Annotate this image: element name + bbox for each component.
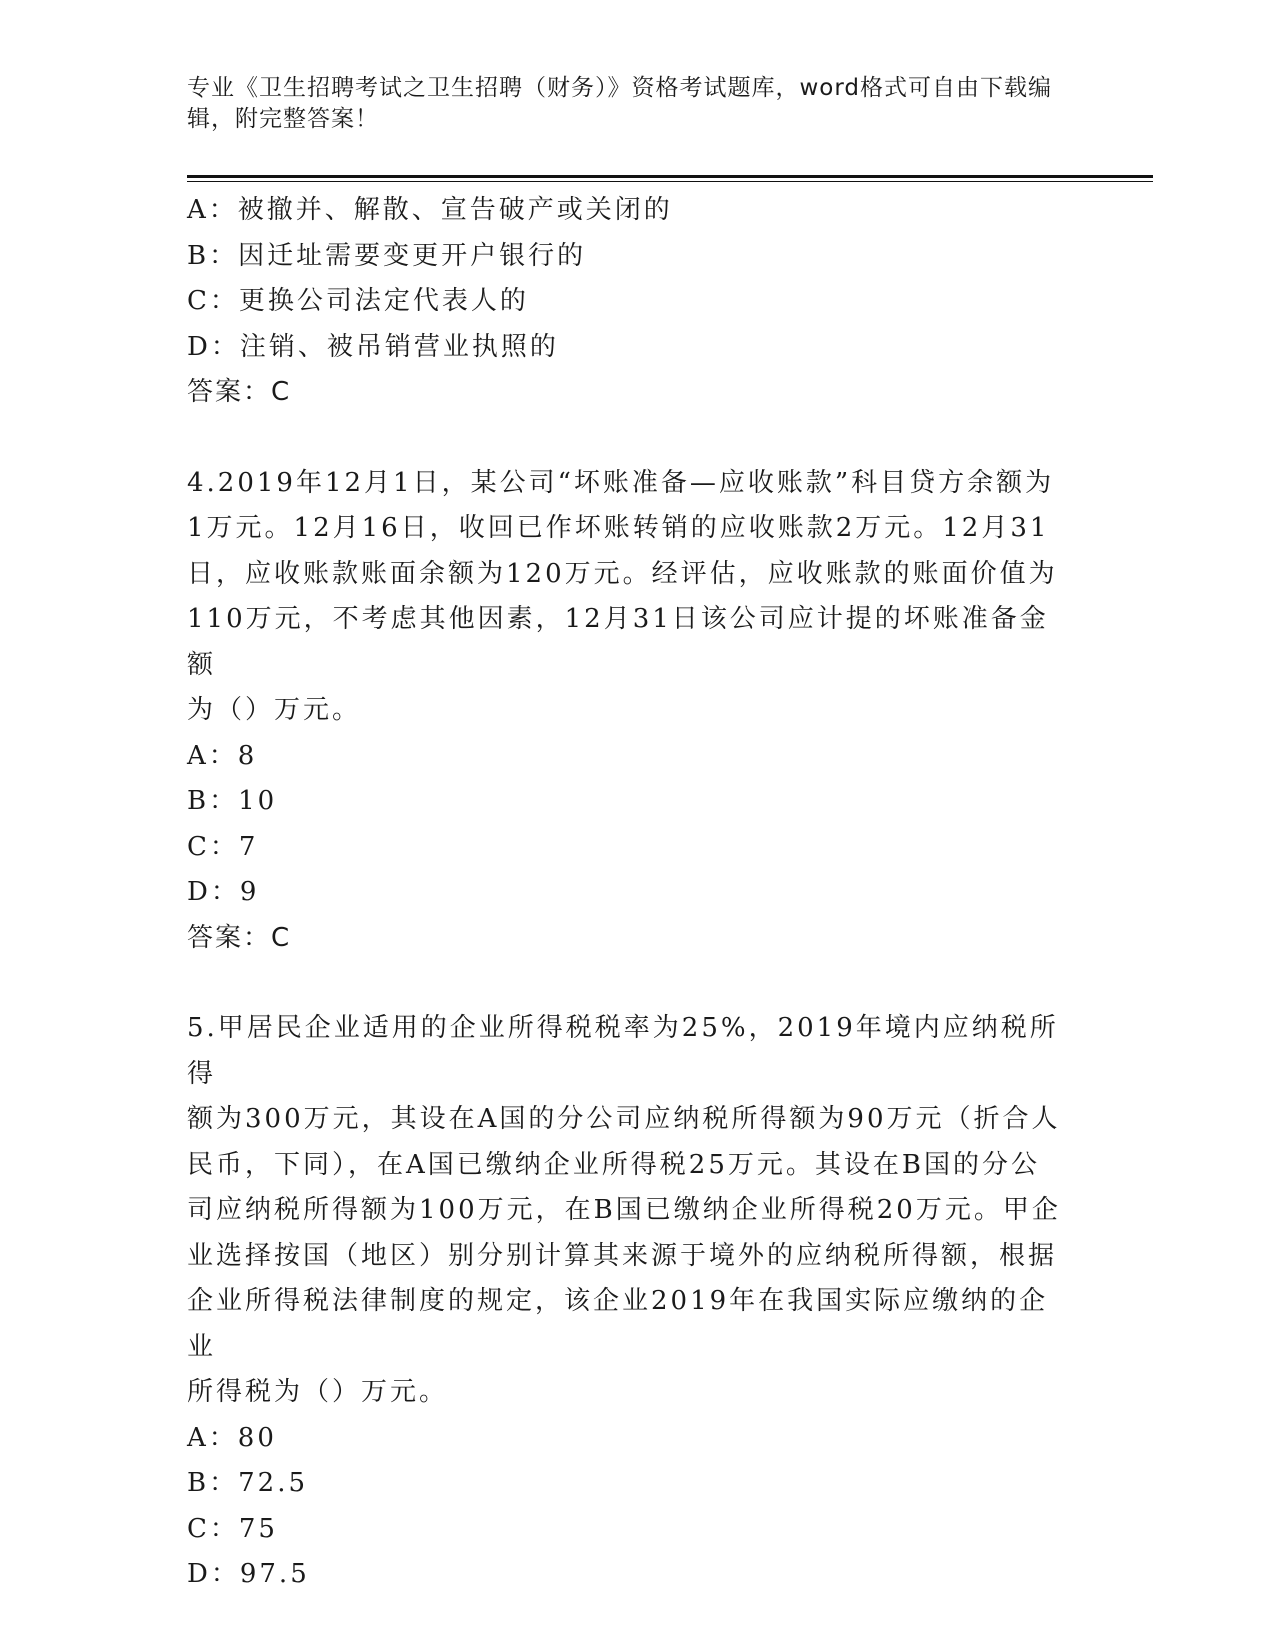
question-5-line: 司应纳税所得额为100万元，在B国已缴纳企业所得税20万元。甲企 bbox=[187, 1195, 1061, 1225]
option-a: A：80 bbox=[187, 1422, 277, 1453]
header-divider-thick bbox=[187, 175, 1153, 178]
option-a: A：被撤并、解散、宣告破产或关闭的 bbox=[187, 195, 673, 225]
question-5-line: 业选择按国（地区）别分别计算其来源于境外的应纳税所得额，根据 bbox=[187, 1240, 1058, 1271]
question-5-line: 额为300万元，其设在A国的分公司应纳税所得额为90万元（折合人 bbox=[187, 1104, 1061, 1134]
option-c: C：75 bbox=[187, 1513, 278, 1544]
question-4-line: 1万元。12月16日，收回已作坏账转销的应收账款2万元。12月31 bbox=[187, 513, 1050, 543]
question-4-line: 110万元，不考虑其他因素，12月31日该公司应计提的坏账准备金额 bbox=[187, 604, 1049, 680]
question-4-line: 4.2019年12月1日，某公司“坏账准备—应收账款”科目贷方余额为 bbox=[187, 467, 1055, 498]
question-list bbox=[187, 188, 1087, 1598]
question-5-line: 5.甲居民企业适用的企业所得税税率为25%，2019年境内应纳税所得 bbox=[187, 1013, 1059, 1089]
spacer bbox=[187, 416, 1087, 461]
option-d: D：97.5 bbox=[187, 1559, 310, 1589]
question-5 bbox=[187, 1006, 1087, 1598]
question-3-options bbox=[187, 188, 1087, 370]
option-d: D：9 bbox=[187, 877, 260, 907]
question-4-line: 日，应收账款账面余额为120万元。经评估，应收账款的账面价值为 bbox=[187, 558, 1058, 589]
option-b: B：72.5 bbox=[187, 1468, 308, 1498]
option-d: D：注销、被吊销营业执照的 bbox=[187, 331, 559, 362]
option-c: C：7 bbox=[187, 831, 259, 862]
question-4 bbox=[187, 461, 1087, 962]
spacer bbox=[187, 961, 1087, 1006]
question-5-line: 民币，下同），在A国已缴纳企业所得税25万元。其设在B国的分公 bbox=[187, 1149, 1040, 1180]
question-3-answer: 答案：C bbox=[187, 377, 292, 407]
option-b: B：10 bbox=[187, 786, 278, 816]
document-header: 专业《卫生招聘考试之卫生招聘（财务）》资格考试题库，word格式可自由下载编辑，附完整答案！ bbox=[187, 75, 1053, 132]
question-4-line: 为（）万元。 bbox=[187, 695, 362, 725]
header-divider-thin bbox=[187, 181, 1153, 182]
option-b: B：因迁址需要变更开户银行的 bbox=[187, 240, 587, 271]
option-a: A：8 bbox=[187, 740, 258, 771]
option-c: C：更换公司法定代表人的 bbox=[187, 286, 529, 316]
question-4-answer: 答案：C bbox=[187, 922, 292, 953]
question-5-line: 所得税为（）万元。 bbox=[187, 1377, 449, 1407]
question-5-line: 企业所得税法律制度的规定，该企业2019年在我国实际应缴纳的企业 bbox=[187, 1286, 1049, 1362]
